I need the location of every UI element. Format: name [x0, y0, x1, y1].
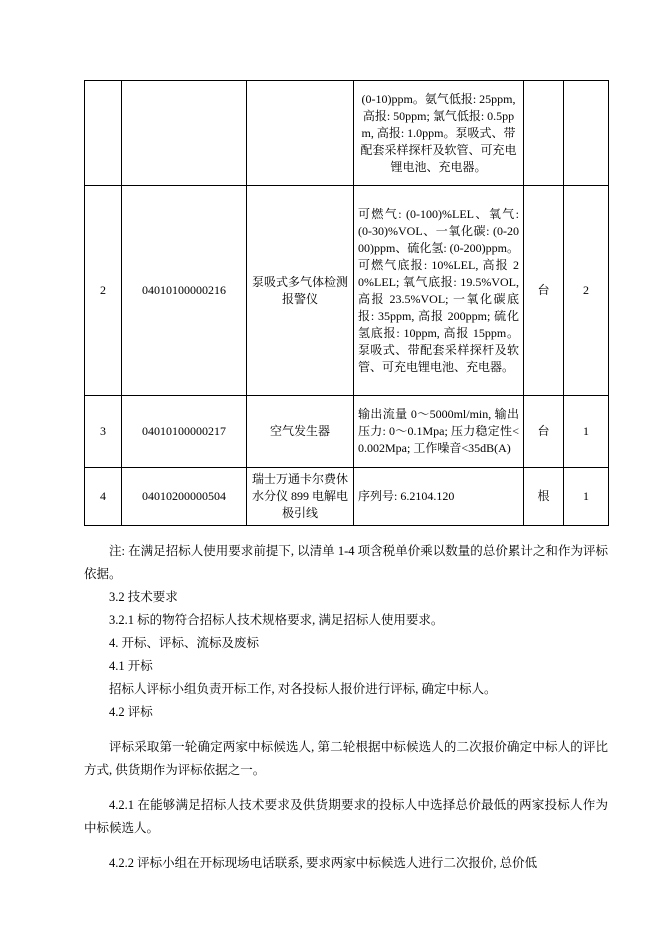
- cell-desc: 输出流量 0～5000ml/min, 输出压力: 0～0.1Mpa; 压力稳定性<0.002Mpa; 工作噪音<35dB(A): [354, 396, 524, 468]
- cell-desc: 序列号: 6.2104.120: [354, 468, 524, 526]
- cell-qty: 2: [564, 186, 609, 396]
- cell-name: [247, 81, 354, 186]
- cell-unit: 台: [524, 396, 564, 468]
- para-3-2-1: 3.2.1 标的物符合招标人技术规格要求, 满足招标人使用要求。: [109, 613, 444, 627]
- cell-name: 瑞士万通卡尔费休水分仪 899 电解电极引线: [247, 468, 354, 526]
- spec-table: [84, 80, 609, 526]
- cell-code: 04010100000216: [122, 186, 247, 396]
- para-evaluation: 评标采取第一轮确定两家中标候选人, 第二轮根据中标候选人的二次报价确定中标人的评比方式, 供货期作为评标依据之一。: [84, 740, 608, 777]
- cell-qty: 1: [564, 396, 609, 468]
- document-body: [84, 540, 608, 875]
- heading-4-2: 4.2 评标: [109, 705, 153, 719]
- cell-unit: [524, 81, 564, 186]
- cell-code: 04010200000504: [122, 468, 247, 526]
- cell-desc: 可燃气: (0-100)%LEL、氧气: (0-30)%VOL、一氧化碳: (0-2000)ppm、硫化氢: (0-200)ppm。可燃气底报: 10%LEL, 高报 20%LEL; 氧气底报: 19.5%VOL, 高报 23.5%VOL; 一氧化碳底报: 35ppm, 高报 200ppm; 硫化氢底报: 10ppm, 高报 15ppm。泵吸式、带配套采样探杆及软管、可充电锂电池、充电器。: [354, 186, 524, 396]
- cell-unit: 台: [524, 186, 564, 396]
- table-row: [85, 396, 609, 468]
- cell-seq: 3: [85, 396, 122, 468]
- para-open-bid: 招标人评标小组负责开标工作, 对各投标人报价进行评标, 确定中标人。: [109, 682, 497, 696]
- heading-3-2: 3.2 技术要求: [109, 590, 178, 604]
- note-paragraph: 注: 在满足招标人使用要求前提下, 以清单 1-4 项含税单价乘以数量的总价累计之和作为评标依据。: [84, 544, 608, 581]
- cell-desc: (0-10)ppm。氨气低报: 25ppm, 高报: 50ppm; 氯气低报: 0.5ppm, 高报: 1.0ppm。泵吸式、带配套采样探杆及软管、可充电锂电池、充电器。: [354, 81, 524, 186]
- cell-name: 泵吸式多气体检测报警仪: [247, 186, 354, 396]
- heading-4-1: 4.1 开标: [109, 659, 153, 673]
- cell-qty: 1: [564, 468, 609, 526]
- cell-name: 空气发生器: [247, 396, 354, 468]
- cell-code: [122, 81, 247, 186]
- table-row: [85, 468, 609, 526]
- cell-unit: 根: [524, 468, 564, 526]
- heading-4: 4. 开标、评标、流标及废标: [109, 636, 260, 650]
- para-4-2-1: 4.2.1 在能够满足招标人技术要求及供货期要求的投标人中选择总价最低的两家投标人作为中标候选人。: [84, 798, 608, 835]
- cell-qty: [564, 81, 609, 186]
- cell-seq: 2: [85, 186, 122, 396]
- para-4-2-2: 4.2.2 评标小组在开标现场电话联系, 要求两家中标候选人进行二次报价, 总价低: [109, 856, 538, 870]
- table-row: [85, 186, 609, 396]
- cell-code: 04010100000217: [122, 396, 247, 468]
- cell-seq: 4: [85, 468, 122, 526]
- table-row: [85, 81, 609, 186]
- cell-seq: [85, 81, 122, 186]
